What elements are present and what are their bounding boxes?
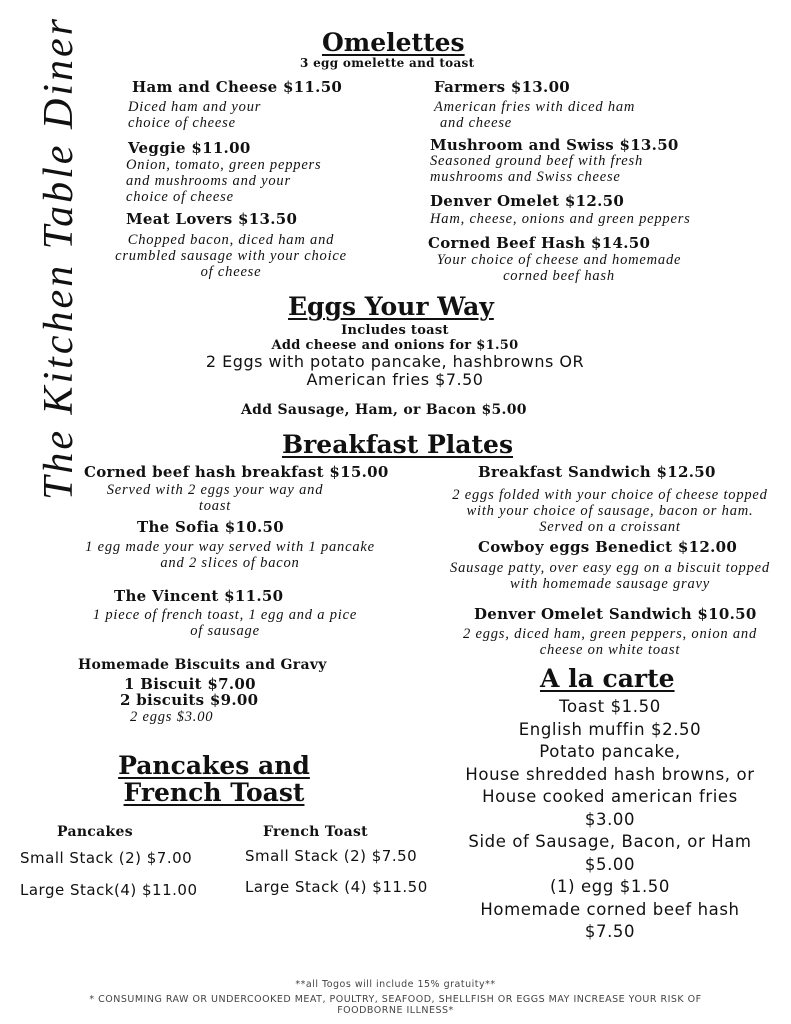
- plate-item-desc: [430, 626, 790, 658]
- plate-item-name: Cowboy eggs Benedict $12.00: [478, 538, 738, 556]
- desc-line: toast: [198, 498, 232, 514]
- plate-item-name: Denver Omelet Sandwich $10.50: [474, 605, 757, 623]
- omelette-item-desc: [430, 153, 643, 185]
- biscuit-price: 1 Biscuit $7.00: [124, 675, 256, 693]
- omelette-item-desc: [428, 252, 690, 284]
- omelette-item-name: Veggie $11.00: [128, 139, 251, 157]
- plate-item-name: Breakfast Sandwich $12.50: [478, 463, 716, 481]
- plate-item-desc: [430, 487, 790, 535]
- desc-line: Seasoned ground beef with fresh: [430, 153, 644, 169]
- alacarte-line: House shredded hash browns, or: [465, 764, 755, 784]
- alacarte-line: Potato pancake,: [539, 742, 681, 761]
- omelette-item-desc: [430, 211, 691, 227]
- omelette-item-desc: [434, 99, 635, 131]
- omelette-item-desc: [128, 99, 261, 131]
- omelette-item-name: Farmers $13.00: [434, 78, 571, 96]
- alacarte-line: $5.00: [584, 854, 636, 874]
- alacarte-line: Toast $1.50: [559, 697, 661, 716]
- desc-line: 1 piece of french toast, 1 egg and a pice: [92, 607, 358, 623]
- pancakes-title-line: French Toast: [123, 778, 305, 807]
- desc-line: Diced ham and your: [128, 99, 262, 115]
- desc-line: Onion, tomato, green peppers: [126, 157, 322, 173]
- desc-line: of cheese: [200, 264, 262, 280]
- alacarte-line: English muffin $2.50: [518, 719, 702, 739]
- plate-item-desc: [80, 482, 350, 514]
- plate-item-name: The Vincent $11.50: [114, 587, 284, 605]
- desc-line: Served with 2 eggs your way and: [106, 482, 324, 498]
- french-small: Small Stack (2) $7.50: [245, 847, 418, 865]
- french-large: Large Stack (4) $11.50: [245, 878, 428, 896]
- omelette-item-desc: [106, 232, 356, 280]
- desc-line: American fries with diced ham: [434, 99, 636, 115]
- omelette-item-desc: [126, 157, 321, 205]
- warning-line: * CONSUMING RAW OR UNDERCOOKED MEAT, POULTRY, SEAFOOD, SHELLFISH OR EGGS MAY INCREASE YOUR RISK OF: [89, 994, 702, 1005]
- omelette-item-name: Mushroom and Swiss $13.50: [430, 136, 679, 154]
- plate-item-name: The Sofia $10.50: [137, 518, 284, 536]
- desc-line: of sausage: [190, 623, 260, 639]
- desc-line: Ham, cheese, onions and green peppers: [430, 211, 691, 227]
- omelettes-title: Omelettes: [322, 28, 465, 57]
- desc-line: Chopped bacon, diced ham and: [127, 232, 335, 248]
- desc-line: corned beef hash: [503, 268, 615, 284]
- plate-item-name: Corned beef hash breakfast $15.00: [84, 463, 389, 481]
- warning-line: FOODBORNE ILLNESS*: [337, 1005, 454, 1016]
- desc-line: mushrooms and Swiss cheese: [430, 169, 621, 185]
- eggs-line: Add cheese and onions for $1.50: [271, 338, 519, 353]
- eggs-addon: Add Sausage, Ham, or Bacon $5.00: [241, 402, 527, 418]
- plate-item-desc: [70, 607, 380, 639]
- pancakes-small: Small Stack (2) $7.00: [20, 849, 193, 867]
- desc-line: Sausage patty, over easy egg on a biscuit topped: [450, 560, 770, 576]
- desc-line: with homemade sausage gravy: [509, 576, 710, 592]
- eggs-line: Includes toast: [341, 323, 449, 338]
- eggs-block: [180, 323, 610, 389]
- desc-line: crumbled sausage with your choice: [115, 248, 347, 264]
- alacarte-line: Side of Sausage, Bacon, or Ham: [468, 832, 752, 851]
- desc-line: 2 eggs folded with your choice of cheese topped: [452, 487, 768, 503]
- omelette-item-name: Ham and Cheese $11.50: [132, 78, 343, 96]
- desc-line: Your choice of cheese and homemade: [436, 252, 682, 268]
- plate-item-desc: [60, 539, 400, 571]
- desc-line: 1 egg made your way served with 1 pancake: [85, 539, 375, 555]
- biscuit-price: 2 biscuits $9.00: [120, 691, 259, 709]
- alacarte-list: [440, 696, 780, 944]
- desc-line: with your choice of sausage, bacon or ham.: [466, 503, 754, 519]
- alacarte-title: A la carte: [540, 664, 675, 693]
- desc-line: and cheese: [440, 115, 513, 131]
- pancakes-title: [100, 752, 328, 806]
- biscuit-eggs: 2 eggs $3.00: [130, 709, 214, 725]
- desc-line: choice of cheese: [128, 115, 236, 131]
- omelette-item-name: Denver Omelet $12.50: [430, 192, 625, 210]
- desc-line: choice of cheese: [126, 189, 234, 205]
- plate-item-desc: [430, 560, 790, 592]
- pancakes-title-line: Pancakes and: [118, 751, 310, 780]
- eggs-title: Eggs Your Way: [288, 292, 494, 321]
- eggs-line: 2 Eggs with potato pancake, hashbrowns OR: [205, 352, 585, 371]
- desc-line: and 2 slices of bacon: [160, 555, 300, 571]
- desc-line: and mushrooms and your: [126, 173, 291, 189]
- omelette-item-name: Corned Beef Hash $14.50: [428, 234, 651, 252]
- pancakes-header: Pancakes: [57, 824, 133, 840]
- restaurant-name: The Kitchen Table Diner: [36, 16, 82, 500]
- omelette-item-name: Meat Lovers $13.50: [126, 210, 298, 228]
- alacarte-line: House cooked american fries: [482, 787, 738, 806]
- desc-line: cheese on white toast: [539, 642, 681, 658]
- desc-line: Served on a croissant: [539, 519, 681, 535]
- plate-item-name: Homemade Biscuits and Gravy: [78, 657, 327, 673]
- pancakes-large: Large Stack(4) $11.00: [20, 881, 198, 899]
- french-header: French Toast: [263, 824, 368, 840]
- consumption-warning: [20, 994, 771, 1016]
- desc-line: 2 eggs, diced ham, green peppers, onion and: [462, 626, 757, 642]
- eggs-line: American fries $7.50: [306, 370, 484, 389]
- alacarte-line: $3.00: [584, 809, 636, 829]
- gratuity-note: **all Togos will include 15% gratuity**: [295, 979, 496, 990]
- alacarte-line: Homemade corned beef hash: [480, 899, 740, 919]
- alacarte-line: (1) egg $1.50: [550, 877, 670, 896]
- alacarte-line: $7.50: [584, 922, 636, 941]
- omelettes-subtitle: 3 egg omelette and toast: [300, 56, 475, 70]
- plates-title: Breakfast Plates: [282, 430, 514, 459]
